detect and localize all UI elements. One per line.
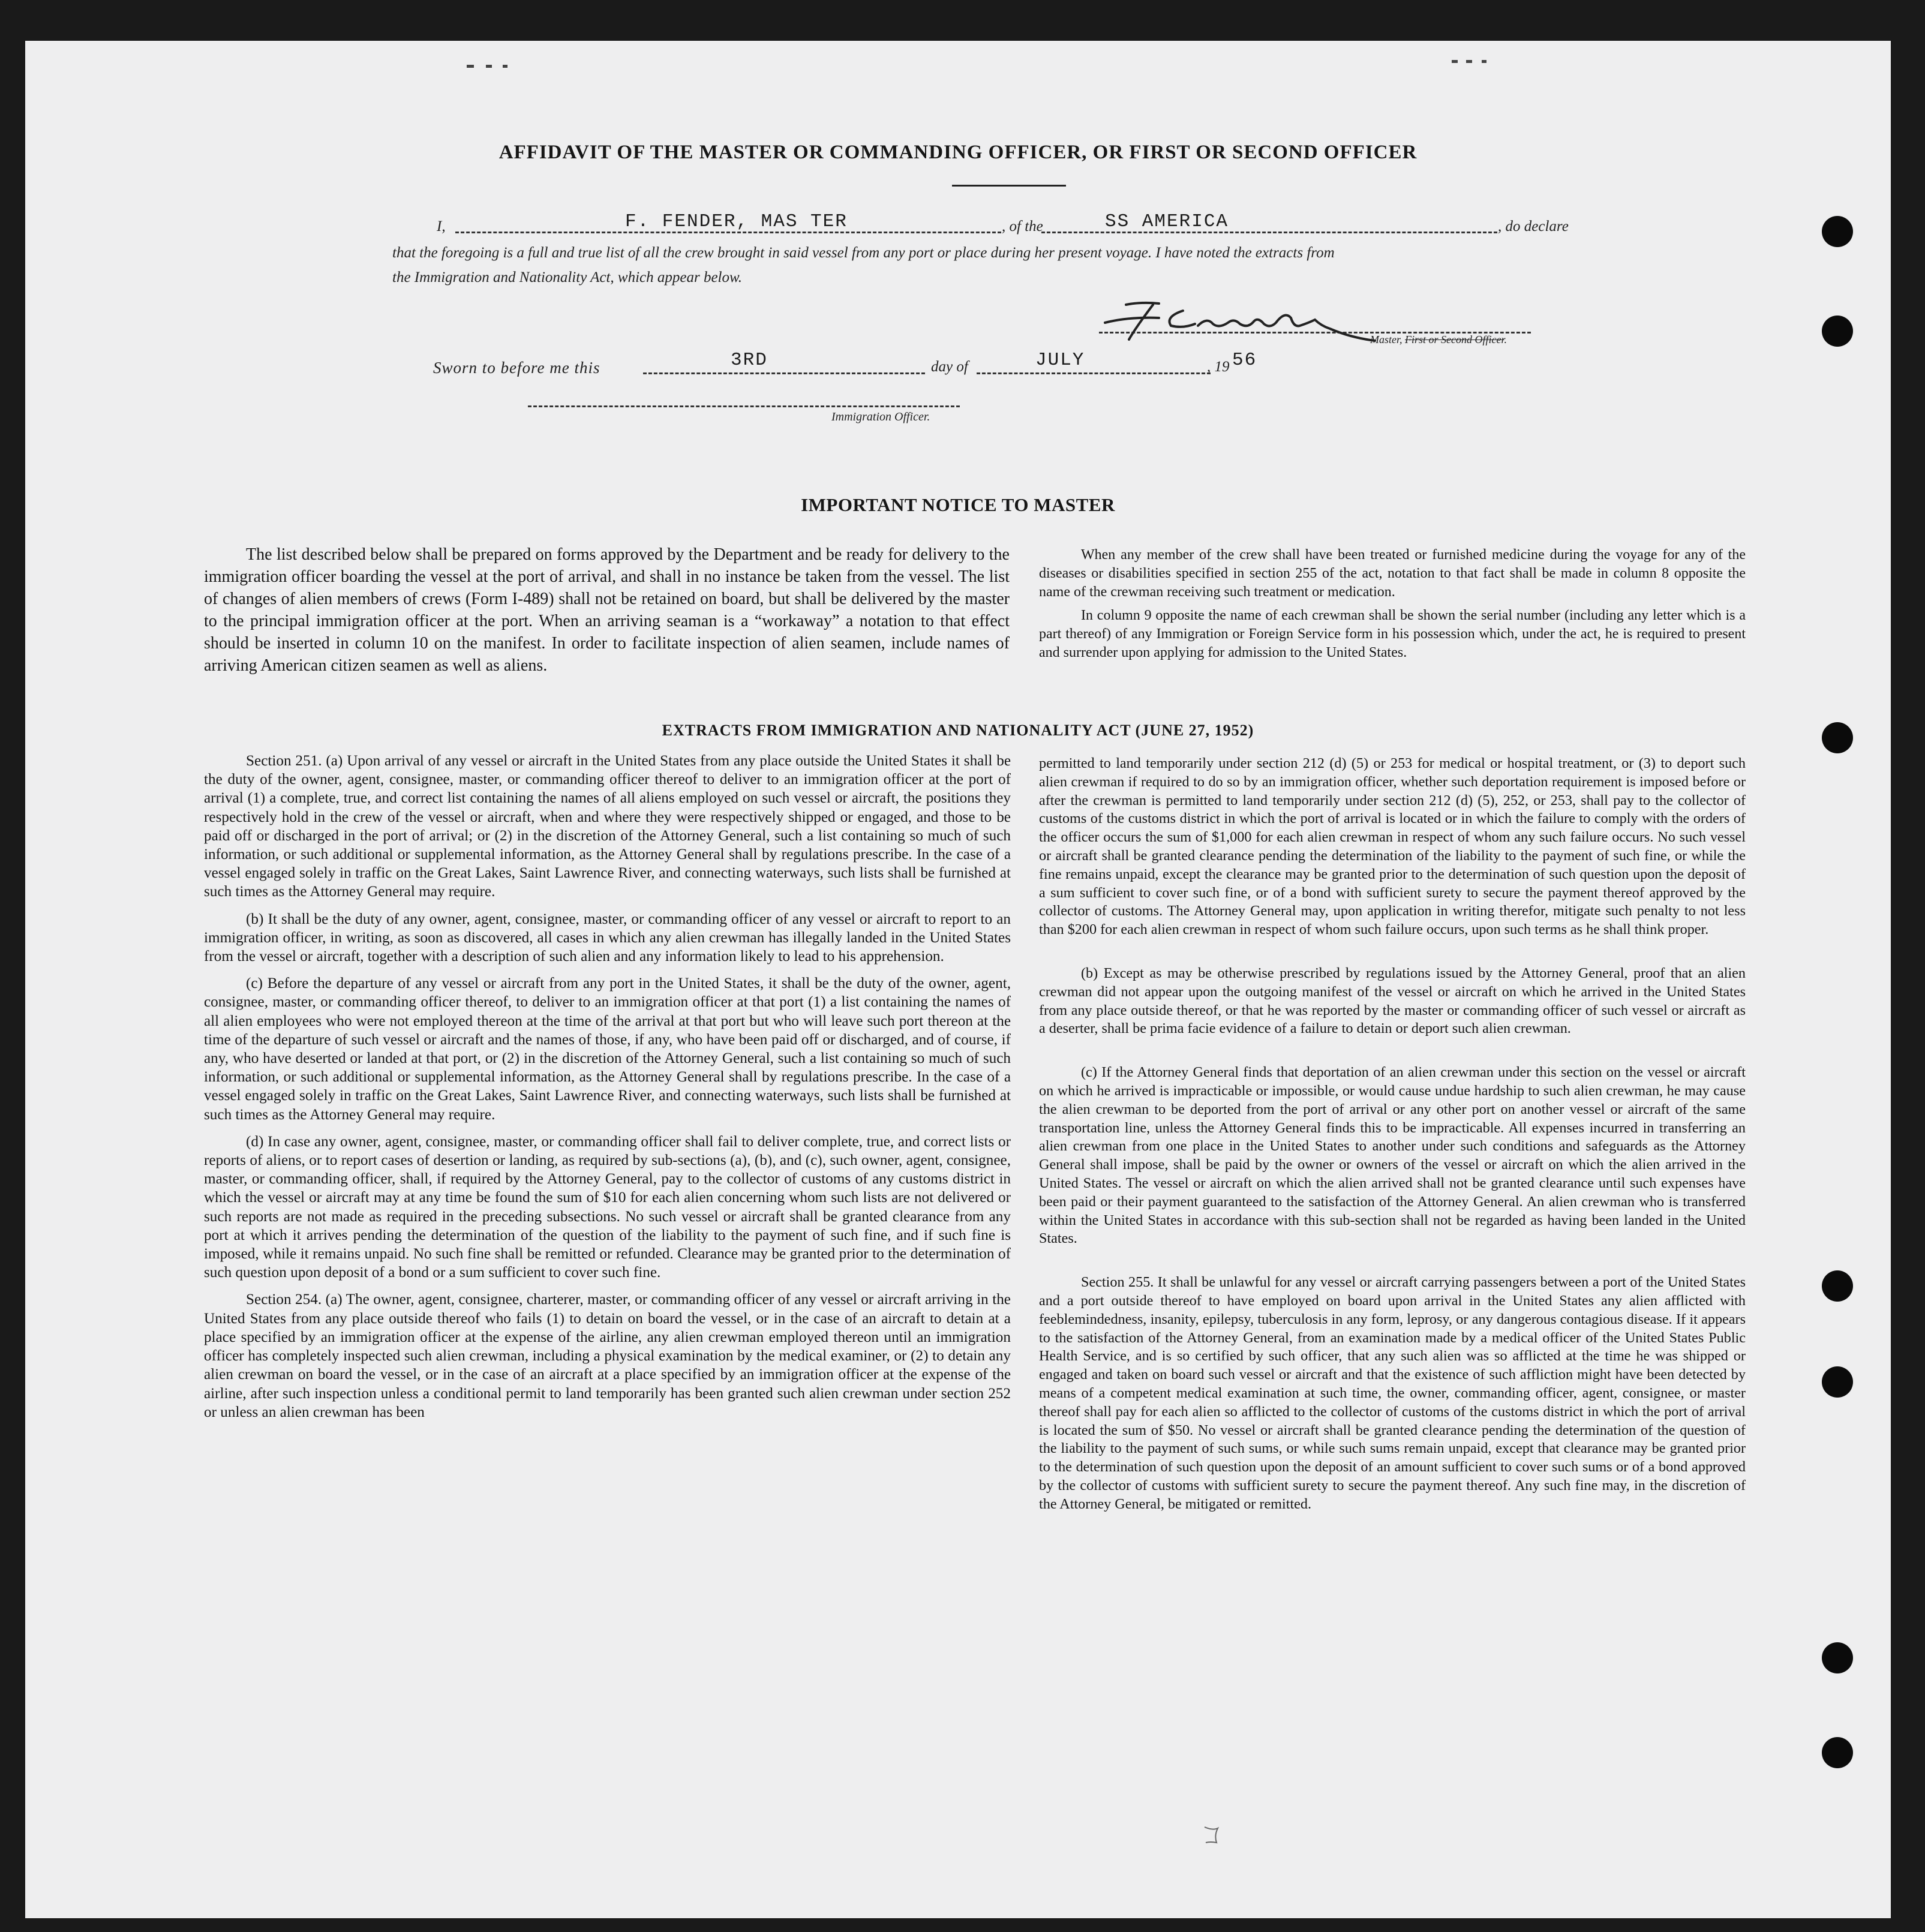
binder-hole (1822, 1270, 1853, 1302)
notice-right (1039, 546, 1746, 662)
binder-hole (1822, 216, 1853, 247)
extracts-title: EXTRACTS FROM IMMIGRATION AND NATIONALITY ACT (JUNE 27, 1952) (662, 722, 1254, 739)
scan-mark (503, 65, 507, 68)
notice-left (204, 543, 1010, 677)
declaration-line-2: the Immigration and Nationality Act, which appear below. (392, 269, 743, 286)
day-of-label: day of (931, 359, 968, 375)
notice-right-paragraph-1: When any member of the crew shall have been treated or furnished medicine during the voyage for any of the diseases or disabilities specified in section 255 of the act, notation to that fact shall be made in column 8 opposite the name of the crewman receiving such treatment or medication. (1039, 547, 1746, 600)
section-251-c: (c) Before the departure of any vessel or aircraft from any port in the United States, it shall be the duty of the owner, agent, consignee, master, or commanding officer thereof, to deliver to an immigration officer at that port (1) a list containing the names of all alien employees who were not employed thereon at the time of the arrival at that port but who will leave such port thereon at the time of the departure of such vessel or aircraft and the names of those, if any, who have been paid off or discharged, and of course, if any, who have deserted or landed at that port, or (2) in the discretion of the Attorney General, such a list containing so much of such information, or such additional or supplemental information, as the Attorney General shall by regulations prescribe. In the case of a vessel engaged solely in traffic on the Great Lakes, Saint Lawrence River, and connecting waterways, such lists shall be furnished at such times as the Attorney General may require. (204, 975, 1011, 1123)
title-rule (952, 185, 1066, 187)
binder-hole (1822, 1366, 1853, 1398)
do-declare-label: , do declare (1498, 218, 1569, 235)
section-251-b: (b) It shall be the duty of any owner, agent, consignee, master, or commanding officer of any vessel or aircraft to report to an immigration officer, in writing, as soon as discovered, all cases in which any alien crewman has illegally landed in the United States from the vessel or aircraft, together with a description of such alien and any information likely to lead to his apprehension. (204, 911, 1011, 965)
document-page (25, 41, 1891, 1918)
pencil-mark (1201, 1822, 1225, 1846)
vessel-name: SS AMERICA (1105, 211, 1229, 232)
role-struck: First or Second Officer (1405, 333, 1504, 345)
notice-title: IMPORTANT NOTICE TO MASTER (801, 494, 1115, 515)
affidavit-title: AFFIDAVIT OF THE MASTER OR COMMANDING OFFICER, OR FIRST OR SECOND OFFICER (498, 142, 1418, 163)
year-prefix: , 19 (1207, 359, 1230, 375)
scan-mark (1452, 60, 1458, 63)
sworn-year: 56 (1232, 350, 1257, 371)
section-254-b: (b) Except as may be otherwise prescribed by regulations issued by the Attorney General, proof that an alien crewman did not appear upon the outgoing manifest of the vessel or aircraft on which he arrived in the United States from any place outside thereof, or that he was reported by the master or commanding officer of such vessel or aircraft as a deserter, shall be prima facie evidence of a failure to detain or deport such alien crewman. (1039, 965, 1746, 1037)
of-the-label: , of the (1002, 218, 1043, 235)
day-line (643, 372, 925, 374)
i-label: I, (437, 218, 446, 235)
section-254-a-continued: permitted to land temporarily under section 212 (d) (5) or 253 for medical or hospital treatment, or (3) to deport such alien crewman if required to do so by an immigration officer, whether such deportation requirement is imposed before or after the crewman is permitted to land temporarily under section 212 (d) (5), 252, or 253, shall pay to the collector of customs of the customs district in which the port of arrival is located or in which the failure to comply with the orders of the officer occurs the sum of $1,000 for each alien crewman in respect of whom any such failure occurs. No such vessel or aircraft shall be granted clearance pending the determination of the liability to the payment of such fine, or while the fine remains unpaid, except the clearance may be granted prior to the determination of such question upon the deposit of a sum sufficient to cover such fine, or of a bond with sufficient surety to secure the payment thereof approved by the collector of customs. The Attorney General may, upon application in writing therefor, mitigate such penalty to not less than $200 for each alien crewman in respect of whom such failure occurs, upon such terms as he shall think proper. (1039, 755, 1746, 938)
sworn-day: 3RD (731, 350, 768, 371)
section-255: Section 255. It shall be unlawful for any vessel or aircraft carrying passengers between a port of the United States and a port outside thereof to have employed on board upon arrival in the United States any alien afflicted with feeblemindedness, insanity, epilepsy, tuberculosis in any form, leprosy, or any dangerous contagious disease. If it appears to the satisfaction of the Attorney General, from an examination made by a medical officer of the United States Public Health Service, and is so certified by such officer, that any such alien was so afflicted at the time he was shipped or engaged and taken on board such vessel or aircraft and that the existence of such affliction might have been detected by means of a competent medical examination at such time, the owner, commanding officer, agent, consignee, or master thereof shall pay for each alien so afflicted to the collector of customs of the customs district in which the port of arrival is located the sum of $50. No vessel or aircraft shall be granted clearance pending the determination of the question of the liability to the payment of such sums, or while such sums remain unpaid, except that clearance may be granted prior to the determination of such question upon the deposit of an amount sufficient to cover such sums or of a bond approved by the collector of customs with sufficient surety to secure the payment thereof. Any such fine may, in the discretion of the Attorney General, be mitigated or remitted. (1039, 1274, 1746, 1512)
month-line (977, 372, 1211, 374)
scan-mark (1482, 60, 1486, 63)
section-251-d: (d) In case any owner, agent, consignee, master, or commanding officer shall fail to deliver complete, true, and correct lists or reports of aliens, or to report cases of desertion or landing, as required by sub-sections (a), (b), and (c), such owner, agent, consignee, master, or commanding officer, shall, if required by the Attorney General, pay to the collector of customs of any customs district in which the vessel or aircraft may at any time be found the sum of $10 for each alien concerning whom such lists are not delivered or such reports are not made as required in the preceding subsections. No such vessel or aircraft shall be granted clearance from any port at which it arrives pending the determination of the question of the liability to the payment of such fine, and if such fine is imposed, while it remains unpaid. No such fine shall be remitted or refunded. Clearance may be granted prior to the determination of such question upon deposit of a bond or a sum sufficient to cover such fine. (204, 1133, 1011, 1281)
signer-role (1370, 333, 1507, 346)
master-signature (1093, 293, 1381, 347)
sworn-month: JULY (1035, 350, 1085, 371)
scan-mark (1466, 60, 1472, 63)
section-254-c: (c) If the Attorney General finds that deportation of an alien crewman under this section on the vessel or aircraft on which he arrived is impracticable or impossible, or would cause undue hardship to such alien crewman, he may cause the alien crewman to be deported from the port of arrival or any other port on another vessel or aircraft of the same transportation line, unless the Attorney General finds this to be impracticable. All expenses incurred in transferring an alien crewman from one place in the United States to another under such conditions and safeguards as the Attorney General shall impose, shall be paid by the owner or owners of the vessel or aircraft on which the alien arrived in the United States. The vessel or aircraft on which the alien arrived shall not be granted clearance until such expenses have been paid or their payment guaranteed to the satisfaction of the Attorney General. An alien crewman who is transferred within the United States in accordance with this sub-section shall not be regarded as having been landed in the United States. (1039, 1064, 1746, 1247)
scan-mark (467, 65, 474, 68)
sworn-label: Sworn to before me this (433, 359, 600, 377)
extracts-left (204, 752, 1011, 1422)
role-master: Master, (1370, 333, 1405, 345)
section-254-a: Section 254. (a) The owner, agent, consignee, charterer, master, or commanding officer of any vessel or aircraft arriving in the United States from any place outside thereof who fails (1) to detain on board the vessel, or in the case of an aircraft to detain at a place specified by an immigration officer at the expense of the airline, any alien crewman employed thereon until an immigration officer has completely inspected such alien crewman, including a physical examination by the medical examiner, or (2) to detain any alien crewman on board the vessel, or in the case of an aircraft at a place specified by an immigration officer at the expense of the airline, after such inspection unless a conditional permit to land temporarily has been granted such alien crewman under section 252 or unless an alien crewman has been (204, 1291, 1011, 1420)
binder-hole (1822, 316, 1853, 347)
binder-hole (1822, 1642, 1853, 1673)
binder-hole (1822, 1737, 1853, 1768)
declaration-line-1: that the foregoing is a full and true list of all the crew brought in said vessel from any port or place during her present voyage. I have noted the extracts from (392, 245, 1335, 261)
notice-right-paragraph-2: In column 9 opposite the name of each crewman shall be shown the serial number (including any letter which is a part thereof) of any Immigration or Foreign Service form in his possession which, under the act, he is required to present and surrender upon applying for admission to the United States. (1039, 608, 1746, 660)
section-251-a: Section 251. (a) Upon arrival of any vessel or aircraft in the United States from any place outside the United States it shall be the duty of the owner, agent, consignee, master, or commanding officer thereof to deliver to an immigration officer at the port of arrival (1) a complete, true, and correct list containing the names of all aliens employed on such vessel or aircraft, the positions they respectively hold in the crew of the vessel or aircraft, when and where they were respectively shipped or engaged, and those to be paid off or discharged in the port of arrival; or (2) in the discretion of the Attorney General, such a list containing so much of such information, or such additional or supplemental information, as the Attorney General shall by regulations prescribe. In the case of a vessel engaged solely in traffic on the Great Lakes, Saint Lawrence River, and connecting waterways, such lists shall be furnished at such times as the Attorney General may require. (204, 753, 1011, 900)
officer-label: Immigration Officer. (831, 410, 930, 423)
notice-left-paragraph: The list described below shall be prepared on forms approved by the Department and be ready for delivery to the immigration officer boarding the vessel at the port of arrival, and shall in no instance be taken from the vessel. The list of changes of alien members of crews (Form I-489) shall not be retained on board, but shall be delivered by the master to the principal immigration officer at the port. When an arriving seaman is a “workaway” a notation to that effect should be inserted in column 10 on the manifest. In order to facilitate inspection of alien seamen, include names of arriving American citizen seamen as well as aliens. (204, 545, 1010, 675)
extracts-right (1039, 755, 1746, 1513)
role-suffix: . (1504, 333, 1507, 345)
officer-line (528, 405, 960, 407)
scan-mark (486, 65, 492, 68)
master-name: F. FENDER, MAS TER (625, 211, 848, 232)
